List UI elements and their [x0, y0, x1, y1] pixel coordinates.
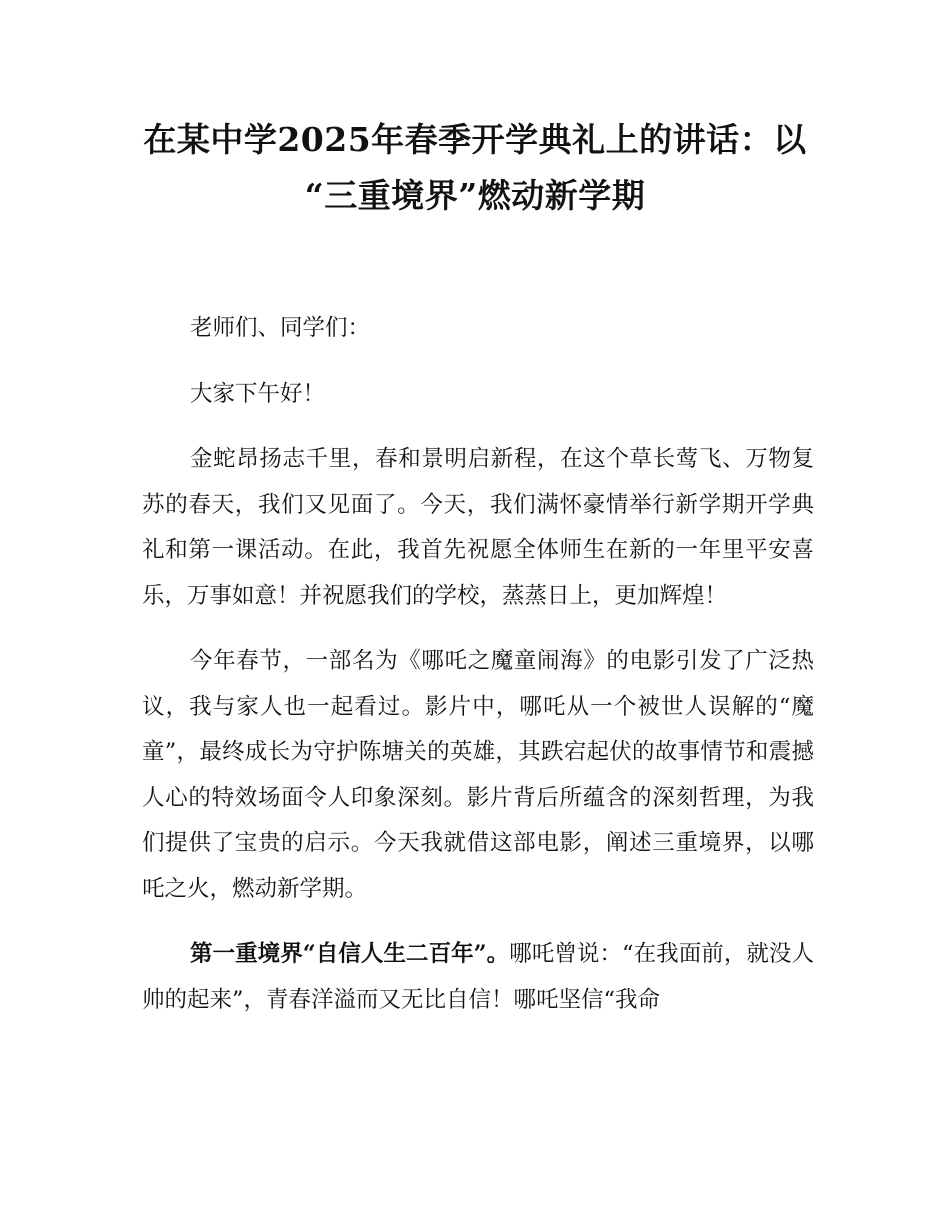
paragraph-first-realm — [142, 932, 814, 1023]
paragraph-opening — [142, 437, 814, 619]
paragraph-text: 今年春节，一部名为《哪吒之魔童闹海》的电影引发了广泛热议，我与家人也一起看过。影片中，哪吒从一个被世人误解的“魔童”，最终成长为守护陈塘关的英雄，其跌宕起伏的故事情节和震撼人心的特效场面令人印象深刻。影片背后所蕴含的深刻哲理，为我们提供了宝贵的启示。今天我就借这部电影，阐述三重境界，以哪吒之火，燃动新学期。 — [142, 648, 814, 902]
title-line-2: “三重境界”燃动新学期 — [304, 176, 646, 215]
paragraph-film-intro — [142, 639, 814, 912]
document-body — [142, 306, 814, 1043]
paragraph-text: 金蛇昂扬志千里，春和景明启新程，在这个草长莺飞、万物复苏的春天，我们又见面了。今天，我们满怀豪情举行新学期开学典礼和第一课活动。在此，我首先祝愿全体师生在新的一年里平安喜乐，万事如意！并祝愿我们的学校，蒸蒸日上，更加辉煌！ — [142, 446, 814, 609]
document-title — [100, 112, 850, 224]
greeting-text: 大家下午好！ — [190, 380, 326, 407]
paragraph-text: 哪吒曾说：“在我面前，就没人帅的起来”，青春洋溢而又无比自信！哪吒坚信“我命 — [142, 941, 814, 1013]
title-line-1: 在某中学2025年春季开学典礼上的讲话：以 — [143, 120, 807, 159]
salutation-text: 老师们、同学们： — [190, 315, 371, 341]
section-heading: 第一重境界“自信人生二百年”。 — [190, 941, 510, 967]
salutation — [142, 306, 814, 352]
greeting — [142, 372, 814, 418]
